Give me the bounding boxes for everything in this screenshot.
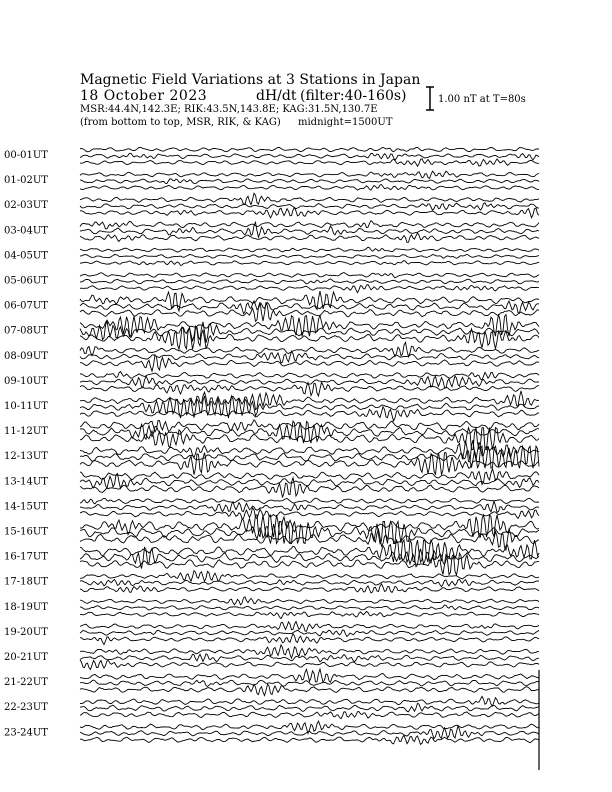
hour-label-00-01UT: 00-01UT: [4, 150, 48, 161]
hour-label-11-12UT: 11-12UT: [4, 426, 48, 438]
hour-label-18-19UT: 18-19UT: [4, 601, 48, 613]
trace-MSR-05-06UT: [80, 273, 539, 278]
hour-label-15-16UT: 15-16UT: [4, 526, 48, 538]
trace-RIK-19-20UT: [80, 630, 539, 637]
hour-label-group: [4, 150, 48, 738]
trace-MSR-10-11UT: [80, 391, 539, 410]
hour-label-03-04UT: 03-04UT: [4, 225, 48, 237]
hour-label-05-06UT: 05-06UT: [4, 275, 48, 287]
trace-KAG-23-24UT: [80, 735, 539, 744]
hour-label-21-22UT: 21-22UT: [4, 677, 48, 689]
trace-MSR-16-17UT: [80, 540, 539, 562]
station-order-note: (from bottom to top, MSR, RIK, & KAG): [80, 117, 281, 128]
trace-KAG-07-08UT: [80, 327, 539, 349]
trace-KAG-20-21UT: [80, 660, 539, 670]
chart-filter: (filter:40-160s): [300, 88, 407, 104]
trace-KAG-05-06UT: [80, 285, 539, 293]
trace-RIK-10-11UT: [80, 396, 539, 418]
trace-KAG-22-23UT: [80, 712, 539, 719]
trace-RIK-05-06UT: [80, 279, 539, 284]
trace-MSR-04-05UT: [80, 247, 539, 252]
scale-bar: [426, 87, 434, 110]
hour-label-07-08UT: 07-08UT: [4, 325, 48, 337]
trace-MSR-22-23UT: [80, 696, 539, 706]
trace-KAG-00-01UT: [80, 159, 539, 167]
trace-MSR-15-16UT: [80, 515, 539, 537]
hour-label-22-23UT: 22-23UT: [4, 702, 48, 714]
hour-label-04-05UT: 04-05UT: [4, 250, 48, 262]
hour-label-09-10UT: 09-10UT: [4, 375, 48, 387]
trace-MSR-19-20UT: [80, 622, 539, 632]
trace-KAG-01-02UT: [80, 185, 539, 191]
hour-label-01-02UT: 01-02UT: [4, 175, 48, 187]
trace-RIK-17-18UT: [80, 579, 539, 586]
trace-MSR-02-03UT: [80, 193, 539, 204]
trace-MSR-17-18UT: [80, 571, 539, 582]
trace-RIK-02-03UT: [80, 203, 539, 210]
trace-MSR-12-13UT: [80, 440, 539, 462]
hour-label-16-17UT: 16-17UT: [4, 551, 48, 563]
trace-MSR-20-21UT: [80, 645, 539, 658]
hour-label-20-21UT: 20-21UT: [4, 652, 48, 663]
trace-KAG-02-03UT: [80, 208, 539, 218]
scale-bar-label: 1.00 nT at T=80s: [438, 94, 526, 105]
trace-RIK-06-07UT: [80, 301, 539, 314]
trace-MSR-18-19UT: [80, 597, 539, 605]
trace-MSR-03-04UT: [80, 221, 539, 229]
hour-label-02-03UT: 02-03UT: [4, 200, 48, 212]
hour-label-23-24UT: 23-24UT: [4, 727, 48, 739]
trace-RIK-00-01UT: [80, 153, 539, 160]
trace-KAG-03-04UT: [80, 233, 539, 242]
chart-metric: dH/dt: [256, 88, 297, 104]
trace-KAG-04-05UT: [80, 261, 539, 266]
trace-KAG-08-09UT: [80, 355, 539, 371]
hour-label-10-11UT: 10-11UT: [4, 401, 48, 412]
trace-KAG-21-22UT: [80, 684, 539, 695]
hour-label-17-18UT: 17-18UT: [4, 576, 48, 588]
trace-RIK-20-21UT: [80, 654, 539, 662]
trace-RIK-03-04UT: [80, 222, 539, 237]
trace-MSR-14-15UT: [80, 498, 539, 504]
hour-label-08-09UT: 08-09UT: [4, 350, 48, 362]
trace-KAG-18-19UT: [80, 611, 539, 618]
station-coordinates: MSR:44.4N,142.3E; RIK:43.5N,143.8E; KAG:31.5N,130.7E: [80, 104, 378, 115]
hour-label-13-14UT: 13-14UT: [4, 476, 48, 488]
chart-title: Magnetic Field Variations at 3 Stations in Japan: [80, 72, 421, 88]
trace-MSR-00-01UT: [80, 147, 539, 151]
trace-KAG-19-20UT: [80, 634, 539, 645]
hour-label-14-15UT: 14-15UT: [4, 501, 48, 513]
trace-group: [80, 147, 539, 744]
hour-label-19-20UT: 19-20UT: [4, 626, 48, 638]
trace-RIK-18-19UT: [80, 605, 539, 610]
trace-MSR-01-02UT: [80, 171, 539, 178]
trace-MSR-21-22UT: [80, 669, 539, 682]
trace-RIK-14-15UT: [80, 501, 539, 512]
trace-RIK-09-10UT: [80, 376, 539, 388]
trace-RIK-01-02UT: [80, 179, 539, 184]
trace-RIK-04-05UT: [80, 254, 539, 258]
chart-date: 18 October 2023: [80, 88, 208, 104]
midnight-note: midnight=1500UT: [298, 117, 393, 128]
hour-label-06-07UT: 06-07UT: [4, 300, 48, 312]
hour-label-12-13UT: 12-13UT: [4, 451, 48, 463]
trace-RIK-22-23UT: [80, 703, 539, 712]
trace-RIK-23-24UT: [80, 726, 539, 739]
